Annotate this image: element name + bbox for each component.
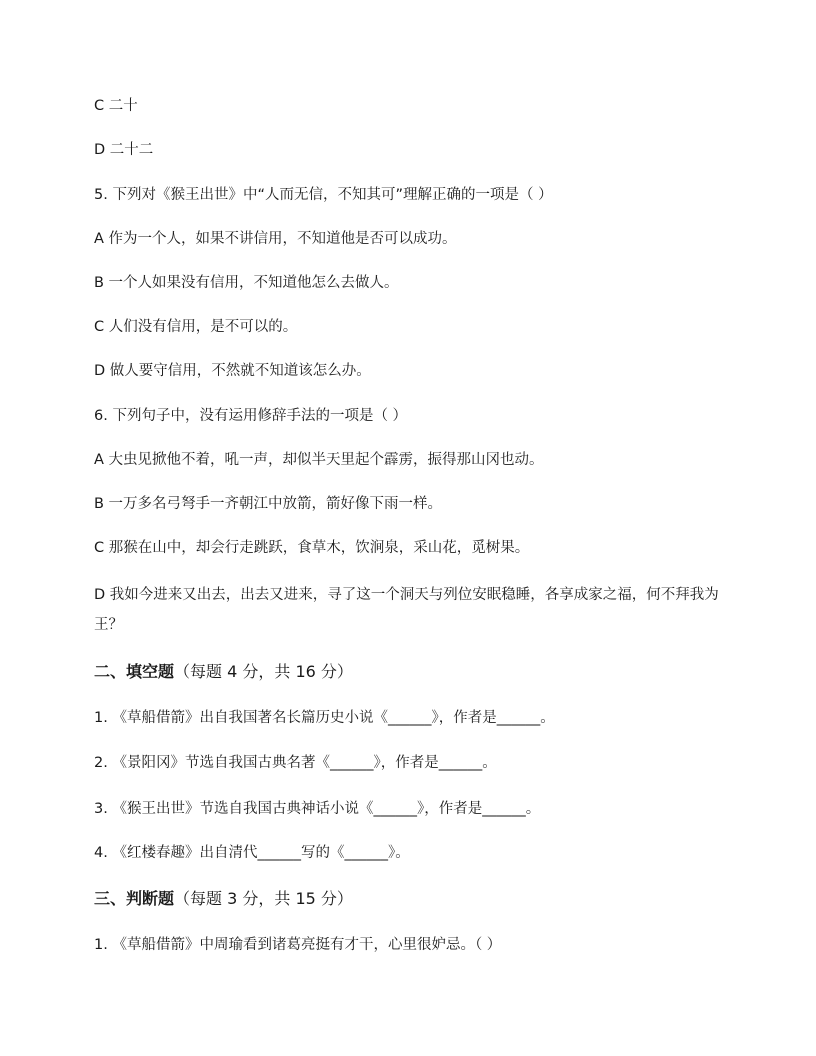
option-c-q5: C 人们没有信用，是不可以的。 (94, 319, 298, 335)
section-title: 三、判断题 (94, 889, 175, 908)
section-title: 二、填空题 (94, 662, 175, 681)
option-d-q6: D 我如今进来又出去，出去又进来，寻了这一个洞天与列位安眠稳睡，各享成家之福，何不拜我为王？ (94, 587, 719, 633)
fill-blank-item-1: 1. 《草船借箭》出自我国著名长篇历史小说《______》，作者是______。 (94, 710, 555, 726)
section-heading-true-false (94, 888, 353, 910)
question-6: 6. 下列句子中，没有运用修辞手法的一项是（ ） (94, 408, 408, 424)
question-5: 5. 下列对《猴王出世》中“人而无信，不知其可”理解正确的一项是（ ） (94, 187, 553, 203)
option-b-q6: B 一万多名弓弩手一齐朝江中放箭，箭好像下雨一样。 (94, 496, 443, 512)
option-a-q6: A 大虫见掀他不着，吼一声，却似半天里起个霹雳，振得那山冈也动。 (94, 452, 544, 468)
option-d-q5: D 做人要守信用，不然就不知道该怎么办。 (94, 363, 371, 379)
true-false-item-1: 1. 《草船借箭》中周瑜看到诸葛亮挺有才干，心里很妒忌。（ ） (94, 937, 502, 953)
section-heading-fill-blank (94, 661, 353, 683)
fill-blank-item-3: 3. 《猴王出世》节选自我国古典神话小说《______》，作者是______。 (94, 801, 541, 817)
fill-blank-item-4: 4. 《红楼春趣》出自清代______写的《______》。 (94, 845, 410, 861)
option-a-q5: A 作为一个人，如果不讲信用，不知道他是否可以成功。 (94, 231, 457, 247)
option-d-q4: D 二十二 (94, 142, 154, 158)
section-score: （每题 3 分，共 15 分） (174, 889, 353, 908)
option-b-q5: B 一个人如果没有信用，不知道他怎么去做人。 (94, 275, 399, 291)
fill-blank-item-2: 2. 《景阳冈》节选自我国古典名著《______》，作者是______。 (94, 755, 497, 771)
option-c-q6: C 那猴在山中，却会行走跳跃，食草木，饮涧泉，采山花，觅树果。 (94, 540, 530, 556)
option-c-q4: C 二十 (94, 98, 138, 114)
section-score: （每题 4 分，共 16 分） (174, 662, 353, 681)
